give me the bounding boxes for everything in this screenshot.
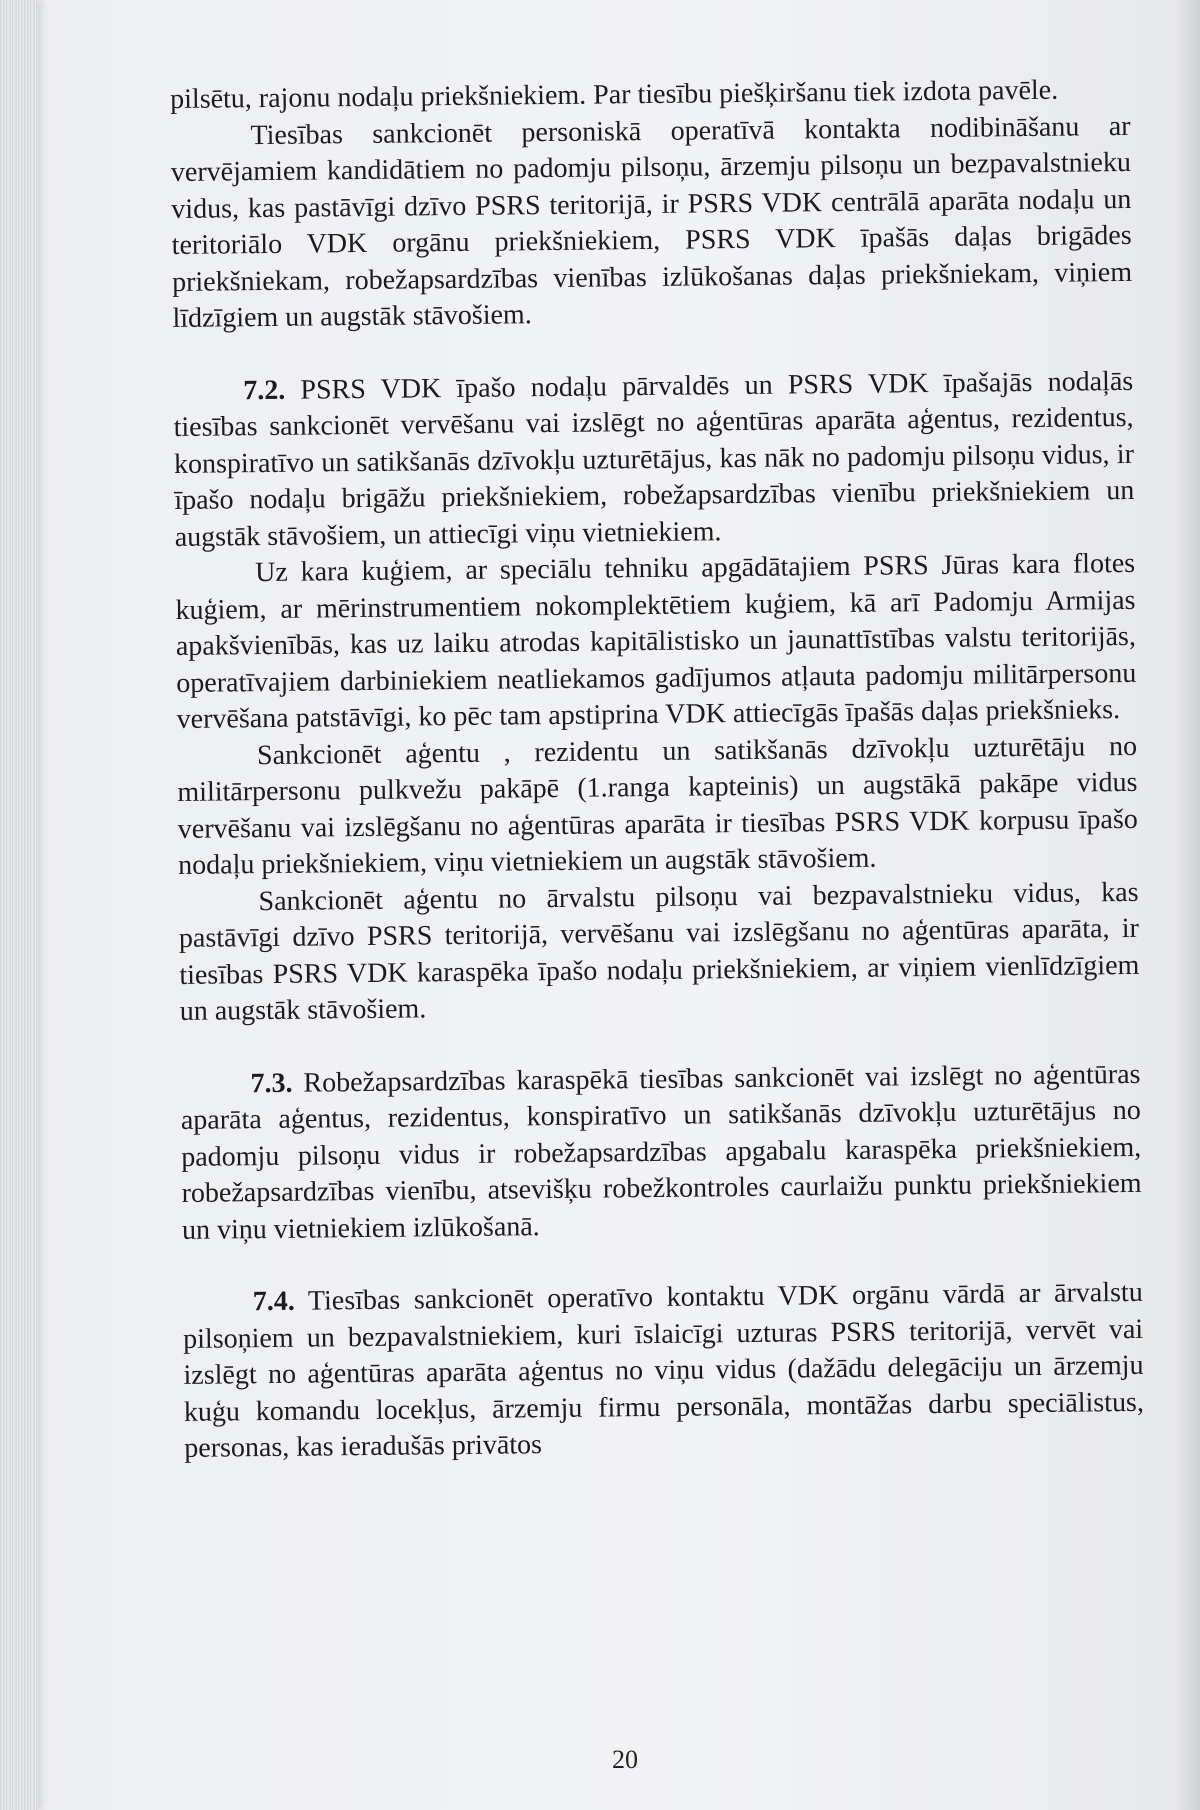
paragraph-foreign-citizens: Sankcionēt aģentu no ārvalstu pilsoņu vai bezpavalstnieku vidus, kas pastāvīgi dzīvo PSRS teritorijā, vervēšanu vai izslēgšanu no aģentūras aparāta, ir tiesības PSRS VDK karaspēka īpašo nodaļu priekšniekiem, ar viņiem vienlīdzīgiem un augstāk stāvošiem. [178,876,1140,1027]
paragraph-continuation: pilsētu, rajonu nodaļu priekšniekiem. Par tiesību piešķiršanu tiek izdota pavēle. [170,74,1059,115]
section-text: PSRS VDK īpašo nodaļu pārvaldēs un PSRS VDK īpašajās nodaļās tiesības sankcionēt vervēšanu vai izslēgt no aģentūras aparāta aģentus, rezidentus, konspiratīvo un satikšanās dzīvokļu uzturētājus, kas nāk no padomju pilsoņu vidus, ir īpašo nodaļu brigāžu priekšniekiem, robežapsardzības vienību priekšniekiem un augstāk stāvošiem, un attiecīgi viņu vietniekiem. [173,365,1135,553]
paragraph-contact-rights: Tiesības sankcionēt personiskā operatīvā kontakta nodibināšanu ar vervējamiem kandidātiem no padomju pilsoņu, ārzemju pilsoņu un bezpavalstnieku vidus, kas pastāvīgi dzīvo PSRS teritorijā, ir PSRS VDK centrālā aparāta nodaļu un teritoriālo VDK orgānu priekšniekiem, PSRS VDK īpašās daļas brigādes priekšniekam, robežapsardzības vienības izlūkošanas daļas priekšniekam, viņiem līdzīgiem un augstāk stāvošiem. [170,110,1133,334]
section-7-2 [173,363,1135,556]
book-page-edge-right [1176,0,1200,1810]
section-number: 7.3. [250,1067,293,1099]
section-number: 7.4. [252,1285,295,1318]
section-number: 7.2. [243,374,286,406]
page-body [170,72,1144,1467]
section-text: Robežapsardzības karaspēkā tiesības sankcionēt vai izslēgt no aģentūras aparāta aģentus, rezidentus, konspiratīvo un satikšanās dzīvokļu uzturētājus no padomju pilsoņu vidus ir robežapsardzības apgabalu karaspēka priekšniekiem, robežapsardzības vienību, atsevišķu robežkontroles caurlaižu punktu priekšniekiem un viņu vietniekiem izlūkošanā. [180,1058,1142,1246]
page-number: 20 [612,1745,638,1774]
section-7-4 [183,1275,1145,1468]
paragraph-colonel-rank: Sankcionēt aģentu , rezidentu un satikšanās dzīvokļu uzturētāju no militārpersonu pulkvežu pakāpē (1.ranga kapteinis) un augstākā pakāpe vidus vervēšanu vai izslēgšanu no aģentūras aparāta ir tiesības PSRS VDK korpusu īpašo nodaļu priekšniekiem, viņu vietniekiem un augstāk stāvošiem. [177,730,1138,881]
book-page-edges [0,0,38,1810]
section-7-3 [180,1056,1142,1249]
section-text: Tiesības sankcionēt operatīvo kontaktu VDK orgānu vārdā ar ārvalstu pilsoņiem un bezpavalstniekiem, kuri īslaicīgi uzturas PSRS teritorijā, vervēt vai izslēgt no aģentūras aparāta aģentus no viņu vidus (dažādu delegāciju un ārzemju kuģu komandu locekļus, ārzemju firmu personāla, montāžas darbu speciālistus, personas, kas ieradušās privātos [183,1276,1145,1464]
paragraph-warships: Uz kara kuģiem, ar speciālu tehniku apgādātajiem PSRS Jūras kara flotes kuģiem, ar mērinstrumentiem nokomplektētiem kuģiem, kā arī Padomju Armijas apakšvienībās, kas uz laiku atrodas kapitālistisko un jaunattīstības valstu teritorijās, operatīvajiem darbiniekiem neatliekamos gadījumos atļauta padomju militārpersonu vervēšana patstāvīgi, ko pēc tam apstiprina VDK attiecīgās īpašās daļas priekšnieks. [175,547,1137,735]
